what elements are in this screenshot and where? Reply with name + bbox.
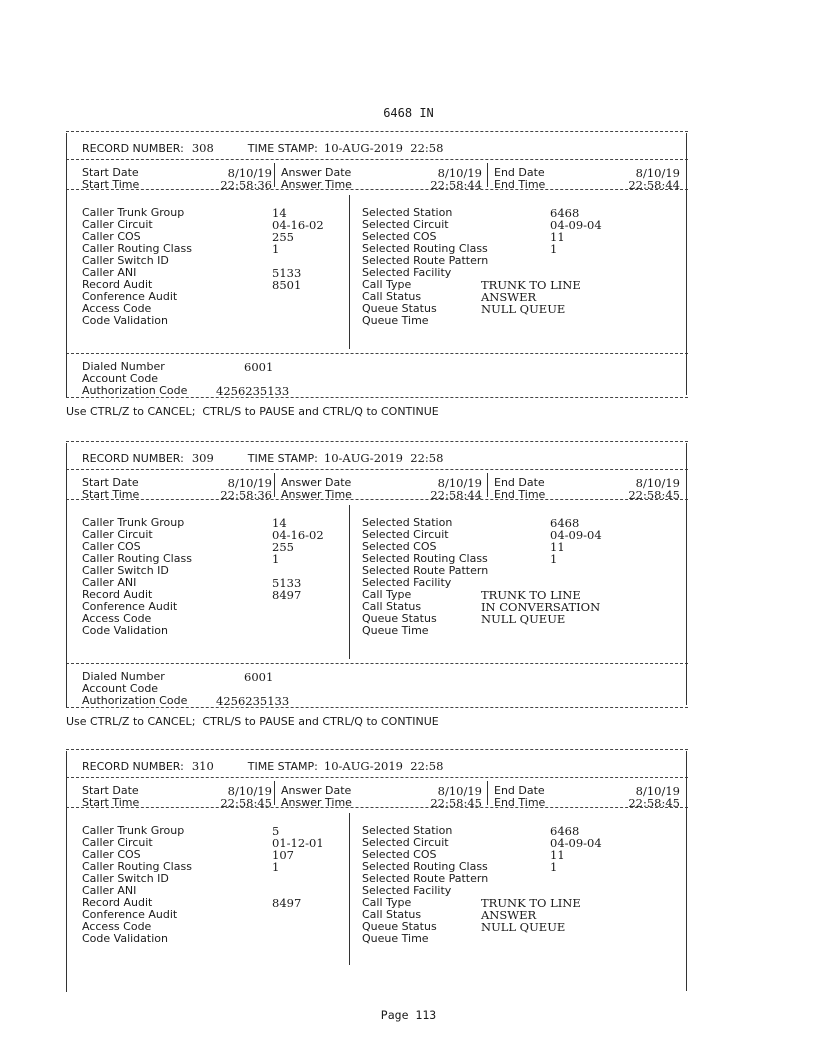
end-date: 8/10/19 [635,784,680,798]
caller-field-value: 8501 [272,278,302,292]
caller-field-label: Caller Routing Class [82,552,192,565]
start-date: 8/10/19 [227,784,272,798]
divider-bottom [66,397,688,398]
record-number: 309 [191,451,214,465]
caller-field-label: Code Validation [82,314,168,327]
selected-field-label: Call Type [362,896,412,909]
left-border [66,133,67,397]
caller-field-label: Caller ANI [82,576,137,589]
selected-field-label: Queue Time [362,314,429,327]
answer-date-label: Answer Date [281,784,352,797]
selected-field-label: Selected Routing Class [362,552,488,565]
record-header [82,452,443,465]
page-footer: Page 113 [380,1008,437,1022]
call-value: TRUNK TO LINE [481,588,581,602]
selected-values [550,207,602,255]
call-values [481,589,600,637]
caller-field-label: Caller Trunk Group [82,206,185,219]
caller-field-label: Access Code [82,920,152,933]
answer-date: 8/10/19 [437,784,482,798]
caller-field-value [272,933,324,945]
divider-details [66,663,688,664]
selected-field-label: Queue Status [362,920,437,933]
divider-times [66,807,688,808]
call-record [66,131,688,399]
start-time: 22:58:36 [220,178,272,192]
caller-field-value: 5133 [272,576,302,590]
page-header: 6468 IN [383,106,434,120]
selected-field-label: Selected Station [362,516,453,529]
dial-field-label: Account Code [82,682,159,695]
answer-date-label: Answer Date [281,166,352,179]
call-value: ANSWER [481,290,537,304]
selected-field-label: Selected Routing Class [362,242,488,255]
caller-values [272,517,324,637]
left-border [66,443,67,707]
divider-times [66,499,688,500]
start-time-label: Start Time [82,178,140,191]
selected-field-value: 11 [550,848,565,862]
answer-time-label: Answer Time [281,488,352,501]
dial-field-label: Authorization Code [82,384,188,397]
answer-time: 22:58:45 [430,796,482,810]
caller-field-label: Caller Switch ID [82,872,169,885]
caller-field-label: Caller Circuit [82,218,153,231]
caller-field-label: Caller Circuit [82,836,153,849]
selected-field-label: Call Type [362,588,412,601]
selected-field-label: Queue Status [362,612,437,625]
dial-values [216,361,289,397]
dial-fields [82,361,187,397]
column-divider [349,195,350,349]
call-record [66,441,688,709]
caller-field-value: 8497 [272,896,302,910]
time-stamp-label: TIME STAMP: [247,760,318,773]
caller-field-value: 5133 [272,266,302,280]
caller-field-value: 1 [272,242,280,256]
caller-field-label: Caller ANI [82,266,137,279]
divider-top [66,441,688,442]
selected-fields [362,517,488,637]
dial-field-value: 6001 [244,670,274,684]
caller-field-value [272,613,324,625]
selected-field-label: Selected Facility [362,576,452,589]
selected-field-label: Selected Facility [362,266,452,279]
caller-field-label: Caller Switch ID [82,254,169,267]
caller-field-label: Conference Audit [82,600,178,613]
selected-field-label: Selected Route Pattern [362,872,489,885]
divider-details [66,353,688,354]
caller-values [272,207,324,327]
selected-field-label: Selected Route Pattern [362,254,489,267]
caller-field-value [272,625,324,637]
dial-field-value: 4256235133 [216,694,290,708]
selected-values [550,517,602,565]
start-time-label: Start Time [82,488,140,501]
selected-field-label: Selected Facility [362,884,452,897]
call-value: NULL QUEUE [481,920,566,934]
caller-field-value [272,909,324,921]
caller-field-label: Caller COS [82,848,141,861]
record-number-label: RECORD NUMBER: [82,142,184,155]
record-number: 308 [191,141,214,155]
time-stamp: 10-AUG-2019 22:58 [323,141,444,155]
divider-header [66,777,688,778]
caller-field-label: Code Validation [82,624,168,637]
end-time: 22:58:45 [628,796,680,810]
caller-field-label: Access Code [82,612,152,625]
start-date: 8/10/19 [227,476,272,490]
divider-times [66,189,688,190]
end-time-label: End Time [494,488,546,501]
time-stamp-label: TIME STAMP: [247,452,318,465]
selected-values [550,825,602,873]
caller-field-value: 1 [272,860,280,874]
right-border [686,443,687,705]
end-date-label: End Date [494,784,545,797]
selected-field-label: Selected Circuit [362,218,449,231]
divider-top [66,749,688,750]
time-stamp-label: TIME STAMP: [247,142,318,155]
call-values [481,897,581,945]
caller-field-label: Code Validation [82,932,168,945]
selected-fields [362,825,488,945]
selected-field-value: 04-09-04 [550,836,602,850]
selected-fields [362,207,488,327]
caller-field-label: Caller ANI [82,884,137,897]
call-value: NULL QUEUE [481,612,566,626]
call-value: NULL QUEUE [481,302,566,316]
selected-field-value: 1 [550,242,558,256]
call-values [481,279,581,327]
caller-field-label: Conference Audit [82,908,178,921]
divider-header [66,159,688,160]
call-record [66,749,688,994]
selected-field-label: Call Type [362,278,412,291]
end-date: 8/10/19 [635,476,680,490]
instruction-line: Use CTRL/Z to CANCEL; CTRL/S to PAUSE and CTRL/Q to CONTINUE [66,715,439,728]
selected-field-value: 6468 [550,516,580,530]
caller-field-label: Caller Switch ID [82,564,169,577]
selected-field-label: Call Status [362,290,422,303]
column-divider [349,813,350,965]
answer-date: 8/10/19 [437,166,482,180]
call-value [481,625,600,637]
time-stamp: 10-AUG-2019 22:58 [323,759,444,773]
caller-field-value: 255 [272,540,294,554]
caller-field-value [272,921,324,933]
selected-field-label: Queue Time [362,624,429,637]
selected-field-label: Call Status [362,908,422,921]
selected-field-value: 1 [550,860,558,874]
column-divider [349,505,350,659]
instruction-line: Use CTRL/Z to CANCEL; CTRL/S to PAUSE and CTRL/Q to CONTINUE [66,405,439,418]
selected-field-label: Selected COS [362,848,437,861]
dial-field-label: Authorization Code [82,694,188,707]
selected-field-label: Selected Station [362,206,453,219]
dial-field-label: Account Code [82,372,159,385]
call-value: TRUNK TO LINE [481,896,581,910]
call-value [481,315,581,327]
end-date: 8/10/19 [635,166,680,180]
dial-field-value: 6001 [244,360,274,374]
start-date-label: Start Date [82,166,139,179]
caller-field-label: Conference Audit [82,290,178,303]
start-date-label: Start Date [82,476,139,489]
column-divider [274,781,275,805]
answer-time-label: Answer Time [281,178,352,191]
caller-field-label: Record Audit [82,896,153,909]
selected-field-label: Call Status [362,600,422,613]
answer-time-label: Answer Time [281,796,352,809]
selected-field-value: 04-09-04 [550,218,602,232]
caller-field-value: 255 [272,230,294,244]
caller-fields [82,517,192,637]
divider-top [66,131,688,132]
caller-field-value: 1 [272,552,280,566]
caller-field-value: 107 [272,848,294,862]
selected-field-label: Queue Status [362,302,437,315]
answer-time: 22:58:44 [430,488,482,502]
caller-field-value [272,303,324,315]
selected-field-label: Selected COS [362,540,437,553]
selected-field-value: 1 [550,552,558,566]
answer-date: 8/10/19 [437,476,482,490]
selected-field-label: Selected Circuit [362,836,449,849]
column-divider [487,473,488,497]
left-border [66,751,67,992]
caller-field-label: Caller Routing Class [82,242,192,255]
caller-field-label: Caller Circuit [82,528,153,541]
start-date: 8/10/19 [227,166,272,180]
caller-field-label: Caller COS [82,230,141,243]
record-number: 310 [191,759,214,773]
selected-field-value: 11 [550,540,565,554]
divider-header [66,469,688,470]
end-time-label: End Time [494,796,546,809]
caller-field-value [272,873,324,885]
caller-field-label: Access Code [82,302,152,315]
selected-field-label: Queue Time [362,932,429,945]
caller-field-label: Caller Routing Class [82,860,192,873]
record-number-label: RECORD NUMBER: [82,452,184,465]
time-stamp: 10-AUG-2019 22:58 [323,451,444,465]
call-value: TRUNK TO LINE [481,278,581,292]
selected-field-label: Selected Circuit [362,528,449,541]
end-time-label: End Time [494,178,546,191]
caller-field-value: 01-12-01 [272,836,324,850]
dial-field-label: Dialed Number [82,670,165,683]
caller-field-value: 04-16-02 [272,218,324,232]
caller-field-label: Caller Trunk Group [82,824,185,837]
record-header [82,142,443,155]
dial-values [216,671,289,707]
end-date-label: End Date [494,476,545,489]
caller-field-value: 04-16-02 [272,528,324,542]
selected-field-value: 11 [550,230,565,244]
column-divider [274,473,275,497]
caller-field-value: 5 [272,824,280,838]
caller-field-value [272,315,324,327]
end-time: 22:58:45 [628,488,680,502]
divider-bottom [66,707,688,708]
column-divider [274,163,275,187]
call-value: IN CONVERSATION [481,600,601,614]
dial-field-label: Dialed Number [82,360,165,373]
caller-field-label: Caller Trunk Group [82,516,185,529]
right-border [686,751,687,991]
start-time: 22:58:45 [220,796,272,810]
caller-fields [82,207,192,327]
call-value [481,933,581,945]
record-number-label: RECORD NUMBER: [82,760,184,773]
selected-field-label: Selected Routing Class [362,860,488,873]
start-time: 22:58:36 [220,488,272,502]
end-time: 22:58:44 [628,178,680,192]
caller-field-value [272,601,324,613]
caller-field-value: 14 [272,206,287,220]
start-date-label: Start Date [82,784,139,797]
answer-date-label: Answer Date [281,476,352,489]
dial-field-value: 4256235133 [216,384,290,398]
start-time-label: Start Time [82,796,140,809]
caller-field-label: Record Audit [82,588,153,601]
selected-field-value: 6468 [550,206,580,220]
caller-values [272,825,324,945]
column-divider [487,163,488,187]
caller-field-value [272,291,324,303]
caller-field-value: 8497 [272,588,302,602]
caller-fields [82,825,192,945]
end-date-label: End Date [494,166,545,179]
caller-field-label: Record Audit [82,278,153,291]
dial-fields [82,671,187,707]
column-divider [487,781,488,805]
selected-field-label: Selected COS [362,230,437,243]
selected-field-label: Selected Route Pattern [362,564,489,577]
right-border [686,133,687,395]
selected-field-value: 04-09-04 [550,528,602,542]
call-value: ANSWER [481,908,537,922]
record-header [82,760,443,773]
selected-field-label: Selected Station [362,824,453,837]
caller-field-label: Caller COS [82,540,141,553]
caller-field-value: 14 [272,516,287,530]
selected-field-value: 6468 [550,824,580,838]
answer-time: 22:58:44 [430,178,482,192]
